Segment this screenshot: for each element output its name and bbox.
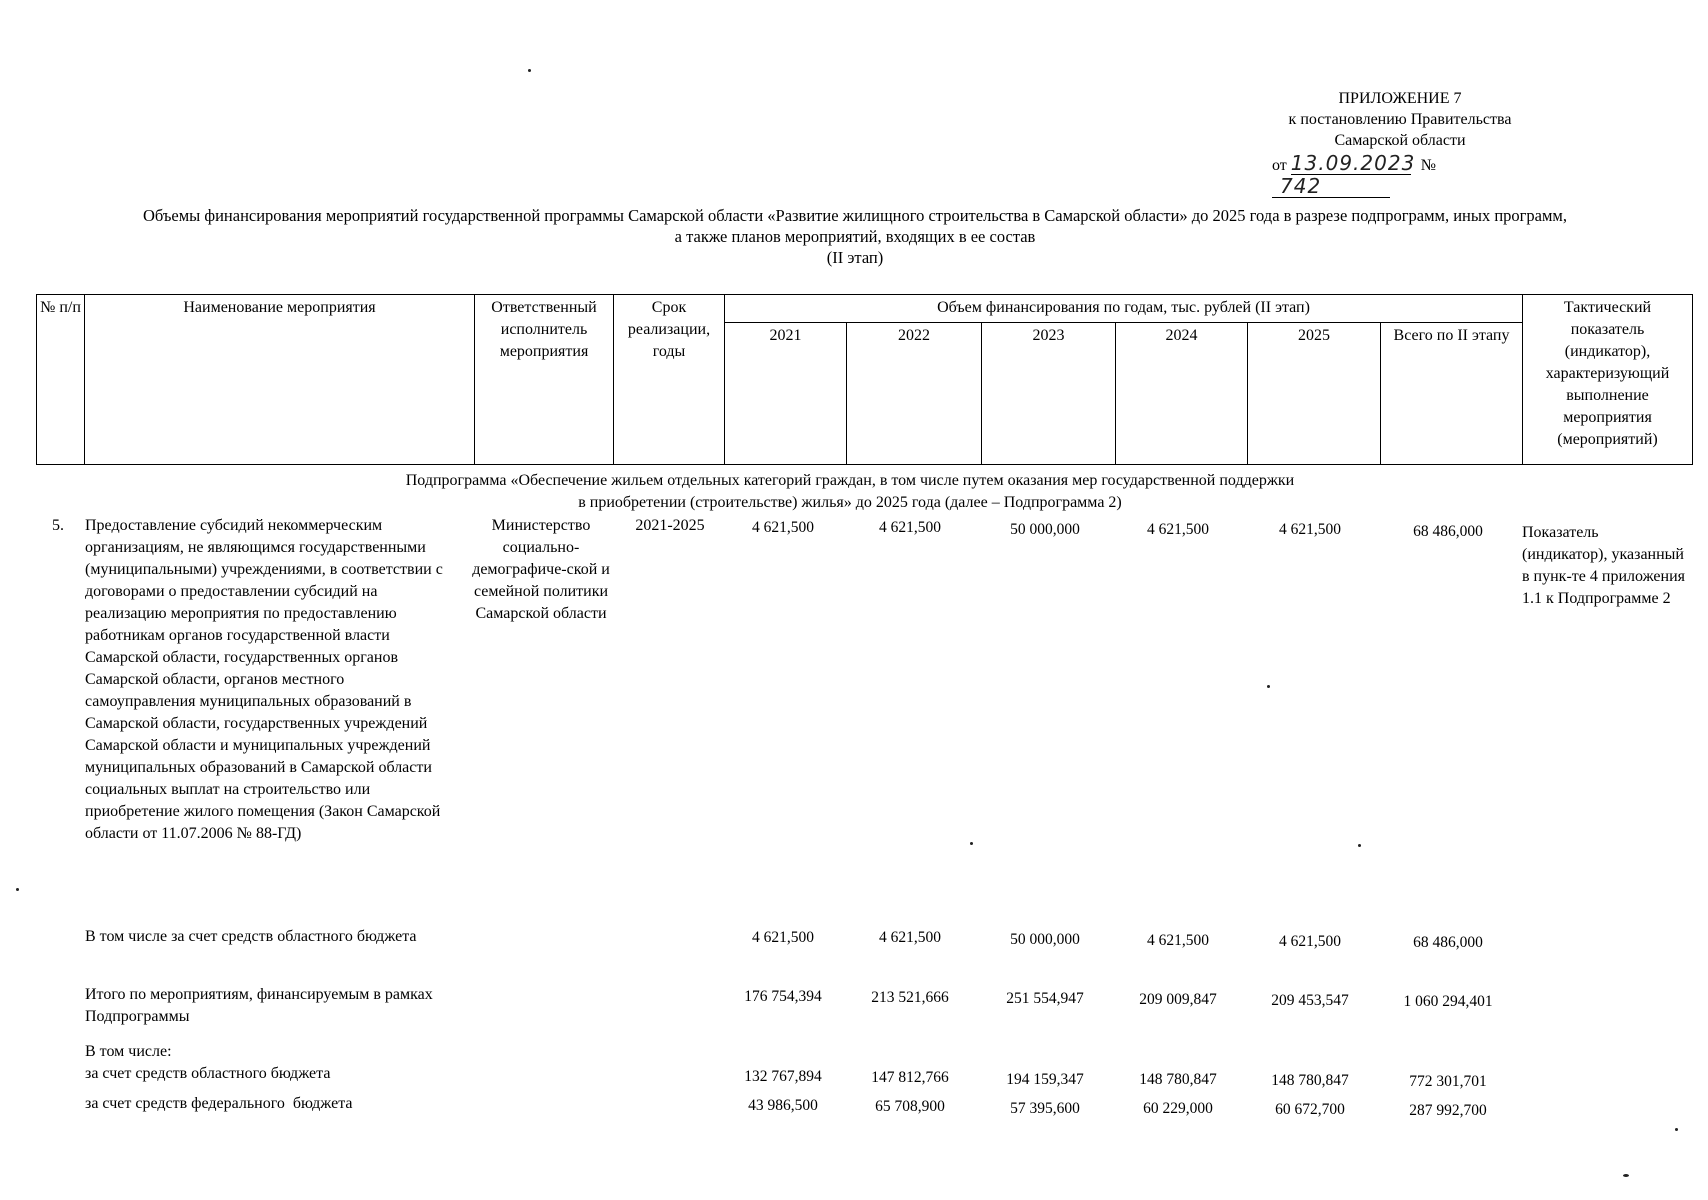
table-row-cell: 68 486,000 [1413,934,1483,951]
table-row-cell: 147 812,766 [871,1069,949,1086]
subprogram-line-1: Подпрограмма «Обеспечение жильем отдельных категорий граждан, в том числе путем оказания мер государственной поддержки [405,472,1295,489]
table-row-cell: 213 521,666 [871,989,949,1006]
header-total: Всего по II этапу [1381,323,1523,465]
header-year-2023: 2023 [982,323,1116,465]
activity-value-2023: 50 000,000 [1010,521,1080,538]
table-row-cell: 4 621,500 [1147,932,1209,949]
header-year-2025: 2025 [1248,323,1381,465]
activity-period: 2021-2025 [635,517,705,534]
table-row-cell: 57 395,600 [1010,1100,1080,1117]
activity-total: 68 486,000 [1413,523,1483,540]
scan-speck [16,888,19,891]
table-row-cell: 209 453,547 [1271,992,1349,1009]
scan-speck [1267,685,1270,688]
header-no: № п/п [37,295,85,465]
table-row-cell: 4 621,500 [1279,933,1341,950]
annex-line-2: Самарской области [1334,132,1466,149]
table-row-cell: 251 554,947 [1006,990,1084,1007]
subprogram-line-2: в приобретении (строительстве) жилья» до 2025 года (далее – Подпрограмма 2) [578,494,1122,511]
scan-speck [970,842,973,845]
title-line-2: а также планов мероприятий, входящих в ее состав [674,227,1036,246]
table-row-cell: 1 060 294,401 [1403,993,1493,1010]
scan-speck [1358,844,1361,847]
annex-block [1250,88,1550,199]
scan-speck [1675,1128,1678,1131]
signature-date: 13.09.2023 [1290,151,1416,175]
table-row-cell: 4 621,500 [752,929,814,946]
table-row-cell: 148 780,847 [1139,1071,1217,1088]
row-regional-label: за счет средств областного бюджета [85,1065,331,1082]
header-financing: Объем финансирования по годам, тыс. рублей (II этап) [725,295,1523,323]
activity-value-2024: 4 621,500 [1147,521,1209,538]
row-including-label: В том числе: [85,1043,172,1060]
row-total-label: Итого по мероприятиям, финансируемым в рамках Подпрограммы [85,986,433,1025]
document-title [40,205,1670,268]
table-row-cell: 287 992,700 [1409,1102,1487,1119]
annex-date-line [1250,153,1550,199]
header-year-2024: 2024 [1116,323,1248,465]
number-prefix: № [1420,157,1437,174]
activity-name: Предоставление субсидий некоммерческим организациям, не являющимся государственными (муниципальными) учреждениями, в соответствии с договорами о предоставлении субсидий на реализацию мероприятия по предоставлению работникам органов государственной власти Самарской области, государственных органов Самарской области, органов местного самоуправления муниципальных образований в Самарской области, государственных учреждений Самарской области и муниципальных учреждений муниципальных образований в Самарской области социальных выплат на строительство или приобретение жилого помещения (Закон Самарской области от 11.07.2006 № 88-ГД) [85,517,443,842]
table-row-cell: 772 301,701 [1409,1073,1487,1090]
table-row-cell: 4 621,500 [879,929,941,946]
table-row-cell: 60 672,700 [1275,1101,1345,1118]
activity-value-2025: 4 621,500 [1279,521,1341,538]
annex-title: ПРИЛОЖЕНИЕ 7 [1338,90,1462,107]
table-row-cell: 148 780,847 [1271,1072,1349,1089]
header-year-2021: 2021 [725,323,847,465]
header-indicator: Тактический показатель (индикатор), характеризующий выполнение мероприятия (мероприятий) [1523,295,1693,465]
header-responsible: Ответственный исполнитель мероприятия [475,295,614,465]
activity-indicator: Показатель (индикатор), указанный в пунк-те 4 приложения 1.1 к Подпрограмме 2 [1522,524,1686,607]
signature-number: 742 [1272,176,1390,198]
activity-responsible: Министерство социально-демографиче-ской и семейной политики Самарской области [472,517,610,622]
header-year-2022: 2022 [847,323,982,465]
scan-speck [1623,1174,1629,1177]
activity-number: 5. [52,517,64,534]
title-line-3: (II этап) [826,248,884,267]
row-regional-budget-label: В том числе за счет средств областного бюджета [85,928,417,945]
header-name: Наименование мероприятия [85,295,475,465]
subprogram-heading [150,470,1550,514]
header-period: Срок реализации, годы [614,295,725,465]
annex-line-1: к постановлению Правительства [1288,111,1512,128]
scan-speck [528,69,531,72]
table-row-cell: 60 229,000 [1143,1100,1213,1117]
table-row-cell: 50 000,000 [1010,931,1080,948]
title-line-1: Объемы финансирования мероприятий государственной программы Самарской области «Развитие жилищного строительства в Самарской области» до 2025 года в разрезе подпрограмм, иных программ, [142,206,1567,225]
table-row-cell: 194 159,347 [1006,1071,1084,1088]
activity-value-2022: 4 621,500 [879,519,941,536]
table-row-cell: 65 708,900 [875,1098,945,1115]
table-row-cell: 176 754,394 [744,988,822,1005]
table-row-cell: 43 986,500 [748,1097,818,1114]
row-federal-label: за счет средств федерального бюджета [85,1095,353,1112]
activity-value-2021: 4 621,500 [752,519,814,536]
table-header [36,294,1693,465]
table-row-cell: 132 767,894 [744,1068,822,1085]
table-row-cell: 209 009,847 [1139,991,1217,1008]
date-prefix: от [1272,157,1287,174]
